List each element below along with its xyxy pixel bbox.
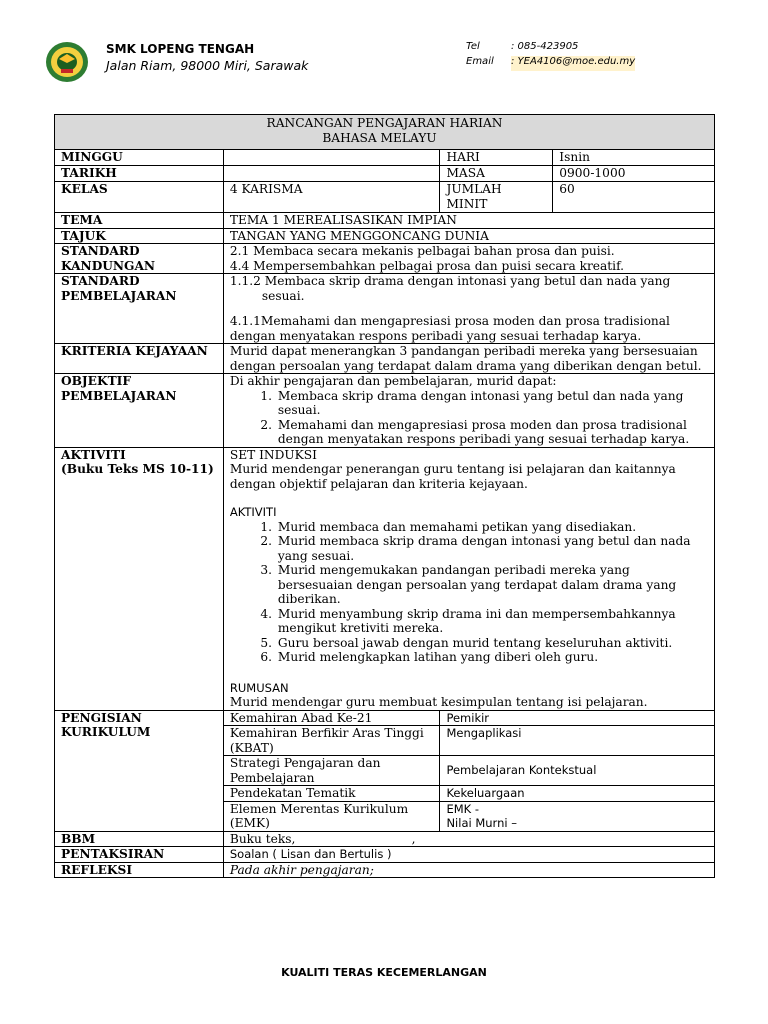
masa-value: 0900-1000 — [553, 166, 715, 182]
list-item: 3. Murid mengemukakan pandangan peribadi mereka yang bersesuaian dengan persoalan yang terdapat dalam drama yang diberikan. — [276, 563, 708, 607]
standard-kandungan-value — [223, 244, 714, 274]
tajuk-value: TANGAN YANG MENGGONCANG DUNIA — [223, 228, 714, 244]
sk-item: 2.1 Membaca secara mekanis pelbagai bahan prosa dan puisi. — [229, 244, 615, 258]
tel-label: Tel — [466, 41, 480, 52]
kriteria-kejayaan-value: Murid dapat menerangkan 3 pandangan peribadi mereka yang bersesuaian dengan persoalan yang terdapat dalam drama yang diberikan dengan betul. — [223, 344, 714, 374]
lesson-plan-table — [54, 114, 715, 878]
aktiviti-list — [230, 520, 708, 665]
aktiviti-value — [223, 447, 714, 710]
jumlah-minit-label: JUMLAH MINIT — [440, 182, 553, 213]
pk-value-cell — [440, 801, 715, 831]
emk-value: EMK - — [446, 801, 479, 816]
list-item: 5. Guru bersoal jawab dengan murid tentang keseluruhan aktiviti. — [276, 636, 708, 651]
list-item: 2. Memahami dan mengapresiasi prosa moden dan prosa tradisional dengan menyatakan respons peribadi yang sesuai terhadap karya. — [276, 418, 708, 447]
sk-item: 4.4 Mempersembahkan pelbagai prosa dan puisi secara kreatif. — [229, 258, 625, 273]
kelas-value: 4 KARISMA — [223, 182, 440, 213]
aktiviti-label-cell — [55, 447, 224, 710]
bbm-label: BBM — [55, 831, 224, 847]
hari-value: Isnin — [553, 150, 715, 166]
tarikh-value — [223, 166, 440, 182]
title-line2: BAHASA MELAYU — [322, 131, 437, 145]
contact-block — [466, 41, 635, 71]
school-logo — [45, 41, 89, 83]
list-item: 1. Murid membaca dan memahami petikan yang disediakan. — [276, 520, 708, 535]
pk-key: Elemen Merentas Kurikulum (EMK) — [223, 801, 440, 831]
pengisian-kurikulum-label: PENGISIAN KURIKULUM — [55, 710, 224, 831]
footer-motto: KUALITI TERAS KECEMERLANGAN — [281, 966, 487, 979]
standard-kandungan-label: STANDARD KANDUNGAN — [55, 244, 224, 274]
tarikh-label: TARIKH — [55, 166, 224, 182]
refleksi-label: REFLEKSI — [55, 862, 224, 878]
sp-item: 1.1.2 Membaca skrip drama dengan intonasi yang betul dan nada yang sesuai. — [229, 274, 671, 303]
list-item: 1. Membaca skrip drama dengan intonasi yang betul dan nada yang sesuai. — [276, 389, 708, 418]
aktiviti-sublabel: (Buku Teks MS 10-11) — [61, 462, 214, 476]
pk-key: Kemahiran Berfikir Aras Tinggi (KBAT) — [223, 726, 440, 756]
school-header — [106, 42, 308, 73]
plan-title — [55, 115, 715, 150]
email-value[interactable]: : YEA4106@moe.edu.my — [511, 56, 635, 71]
list-item: 2. Murid membaca skrip drama dengan intonasi yang betul dan nada yang sesuai. — [276, 534, 708, 563]
refleksi-value: Pada akhir pengajaran; — [223, 862, 714, 878]
list-item: 6. Murid melengkapkan latihan yang diberi oleh guru. — [276, 650, 708, 665]
bbm-value: Buku teks, , — [223, 831, 714, 847]
school-address: Jalan Riam, 98000 Miri, Sarawak — [106, 58, 309, 73]
aktiviti-title: AKTIVITI — [229, 505, 277, 519]
set-induksi-title: SET INDUKSI — [229, 447, 317, 462]
pk-value: Pembelajaran Kontekstual — [440, 756, 715, 786]
kriteria-kejayaan-label: KRITERIA KEJAYAAN — [55, 344, 224, 374]
objektif-intro: Di akhir pengajaran dan pembelajaran, murid dapat: — [229, 374, 557, 388]
tema-label: TEMA — [55, 213, 224, 229]
pk-value: Pemikir — [440, 710, 715, 726]
objektif-value — [223, 374, 714, 448]
email-label: Email — [466, 56, 494, 67]
school-name: SMK LOPENG TENGAH — [106, 42, 255, 56]
sp-item: 4.1.1Memahami dan mengapresiasi prosa moden dan prosa tradisional dengan menyatakan respons peribadi yang sesuai terhadap karya. — [229, 314, 670, 343]
pk-key: Pendekatan Tematik — [223, 786, 440, 802]
title-line1: RANCANGAN PENGAJARAN HARIAN — [266, 116, 503, 130]
aktiviti-label: AKTIVITI — [61, 447, 126, 462]
standard-pembelajaran-value — [223, 274, 714, 344]
objektif-list — [230, 389, 708, 447]
pk-value: Kekeluargaan — [440, 786, 715, 802]
hari-label: HARI — [440, 150, 553, 166]
tel-value: : 085-423905 — [511, 41, 579, 52]
kelas-label: KELAS — [55, 182, 224, 213]
set-induksi-text: Murid mendengar penerangan guru tentang isi pelajaran dan kaitannya dengan objektif pelajaran dan kriteria kejayaan. — [229, 462, 676, 491]
pk-key: Kemahiran Abad Ke-21 — [223, 710, 440, 726]
pk-value: Mengaplikasi — [440, 726, 715, 756]
tema-value: TEMA 1 MEREALISASIKAN IMPIAN — [223, 213, 714, 229]
rumusan-title: RUMUSAN — [229, 680, 289, 695]
minggu-label: MINGGU — [55, 150, 224, 166]
nilai-murni-value: Nilai Murni – — [446, 816, 517, 830]
pk-key: Strategi Pengajaran dan Pembelajaran — [223, 756, 440, 786]
list-item: 4. Murid menyambung skrip drama ini dan mempersembahkannya mengikut kretiviti mereka. — [276, 607, 708, 636]
objektif-label: OBJEKTIF PEMBELAJARAN — [55, 374, 224, 448]
jumlah-minit-value: 60 — [553, 182, 715, 213]
pentaksiran-value: Soalan ( Lisan dan Bertulis ) — [223, 847, 714, 863]
tajuk-label: TAJUK — [55, 228, 224, 244]
minggu-value — [223, 150, 440, 166]
masa-label: MASA — [440, 166, 553, 182]
rumusan-text: Murid mendengar guru membuat kesimpulan tentang isi pelajaran. — [229, 695, 648, 709]
pentaksiran-label: PENTAKSIRAN — [55, 847, 224, 863]
standard-pembelajaran-label: STANDARD PEMBELAJARAN — [55, 274, 224, 344]
